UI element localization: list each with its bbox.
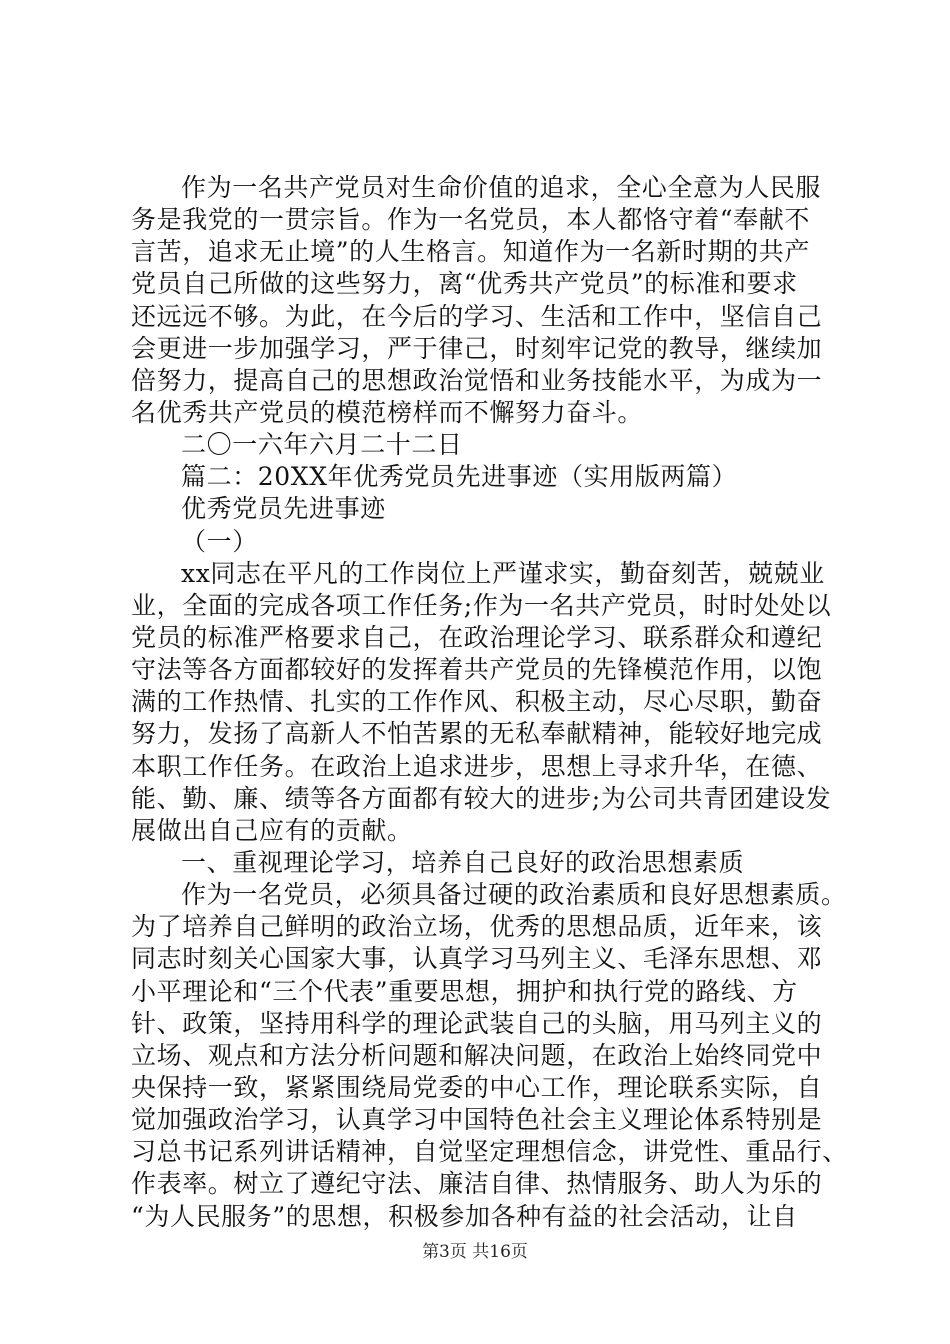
paragraph-line: 努力，发扬了高新人不怕苦累的无私奉献精神，能较好地完成 xyxy=(131,719,823,749)
paragraph-line: 针、政策，坚持用科学的理论武装自己的头脑，用马列主义的 xyxy=(131,1008,823,1038)
paragraph-line: 立场、观点和方法分析问题和解决问题，在政治上始终同党中 xyxy=(131,1040,823,1070)
paragraph-line: 作为一名共产党员对生命价值的追求，全心全意为人民服 xyxy=(181,173,822,202)
paragraph-line: 还远远不够。为此，在今后的学习、生活和工作中，坚信自己 xyxy=(131,301,823,331)
paragraph-line: 言苦，追求无止境”的人生格言。知道作为一名新时期的共产 xyxy=(131,237,810,267)
date-line: 二〇一六年六月二十二日 xyxy=(181,430,463,460)
section-heading: 篇二：20XX年优秀党员先进事迹（实用版两篇） xyxy=(181,462,738,492)
paragraph-line: 名优秀共产党员的模范榜样而不懈努力奋斗。 xyxy=(131,397,644,427)
document-body xyxy=(131,172,848,1233)
paragraph-line: 同志时刻关心国家大事，认真学习马列主义、毛泽东思想、邓 xyxy=(131,944,823,974)
paragraph-line: 务是我党的一贯宗旨。作为一名党员，本人都恪守着“奉献不 xyxy=(131,205,810,235)
paragraph-line: 倍努力，提高自己的思想政治觉悟和业务技能水平，为成为一 xyxy=(131,365,823,395)
paragraph-line: 守法等各方面都较好的发挥着共产党员的先锋模范作用，以饱 xyxy=(131,655,823,685)
paragraph-line: 央保持一致，紧紧围绕局党委的中心工作，理论联系实际，自 xyxy=(131,1072,823,1102)
paragraph-line: 党员自己所做的这些努力，离“优秀共产党员”的标准和要求 xyxy=(131,269,798,299)
paragraph-line: 本职工作任务。在政治上追求进步，思想上寻求升华，在德、 xyxy=(131,751,823,781)
paragraph-line: “为人民服务”的思想，积极参加各种有益的社会活动，让自 xyxy=(131,1201,798,1231)
paragraph-line: 小平理论和“三个代表”重要思想，拥护和执行党的路线、方 xyxy=(131,976,798,1006)
paragraph-line: 作表率。树立了遵纪守法、廉洁自律、热情服务、助人为乐的 xyxy=(131,1169,823,1199)
paragraph-line: 为了培养自己鲜明的政治立场，优秀的思想品质，近年来，该 xyxy=(131,912,823,942)
page-number-footer: 第3页 共16页 xyxy=(422,1242,528,1262)
section-heading: 一、重视理论学习，培养自己良好的政治思想素质 xyxy=(181,847,745,877)
paragraph-line: 作为一名党员，必须具备过硬的政治素质和良好思想素质。 xyxy=(181,880,847,910)
paragraph-line: 会更进一步加强学习，严于律己，时刻牢记党的教导，继续加 xyxy=(131,333,823,363)
paragraph-line: 党员的标准严格要求自己，在政治理论学习、联系群众和遵纪 xyxy=(131,622,823,652)
part-label: （一） xyxy=(181,526,258,556)
paragraph-line: 展做出自己应有的贡献。 xyxy=(131,815,413,845)
subheading: 优秀党员先进事迹 xyxy=(181,494,386,524)
paragraph-line: xx同志在平凡的工作岗位上严谨求实，勤奋刻苦，兢兢业 xyxy=(181,558,825,588)
paragraph-line: 觉加强政治学习，认真学习中国特色社会主义理论体系特别是 xyxy=(131,1105,823,1135)
paragraph-line: 业，全面的完成各项工作任务;作为一名共产党员，时时处处以 xyxy=(131,590,832,620)
paragraph-line: 满的工作热情、扎实的工作作风、积极主动，尽心尽职，勤奋 xyxy=(131,687,823,717)
paragraph-line: 能、勤、廉、绩等各方面都有较大的进步;为公司共青团建设发 xyxy=(131,783,832,813)
paragraph-line: 习总书记系列讲话精神，自觉坚定理想信念，讲党性、重品行、 xyxy=(131,1137,848,1167)
